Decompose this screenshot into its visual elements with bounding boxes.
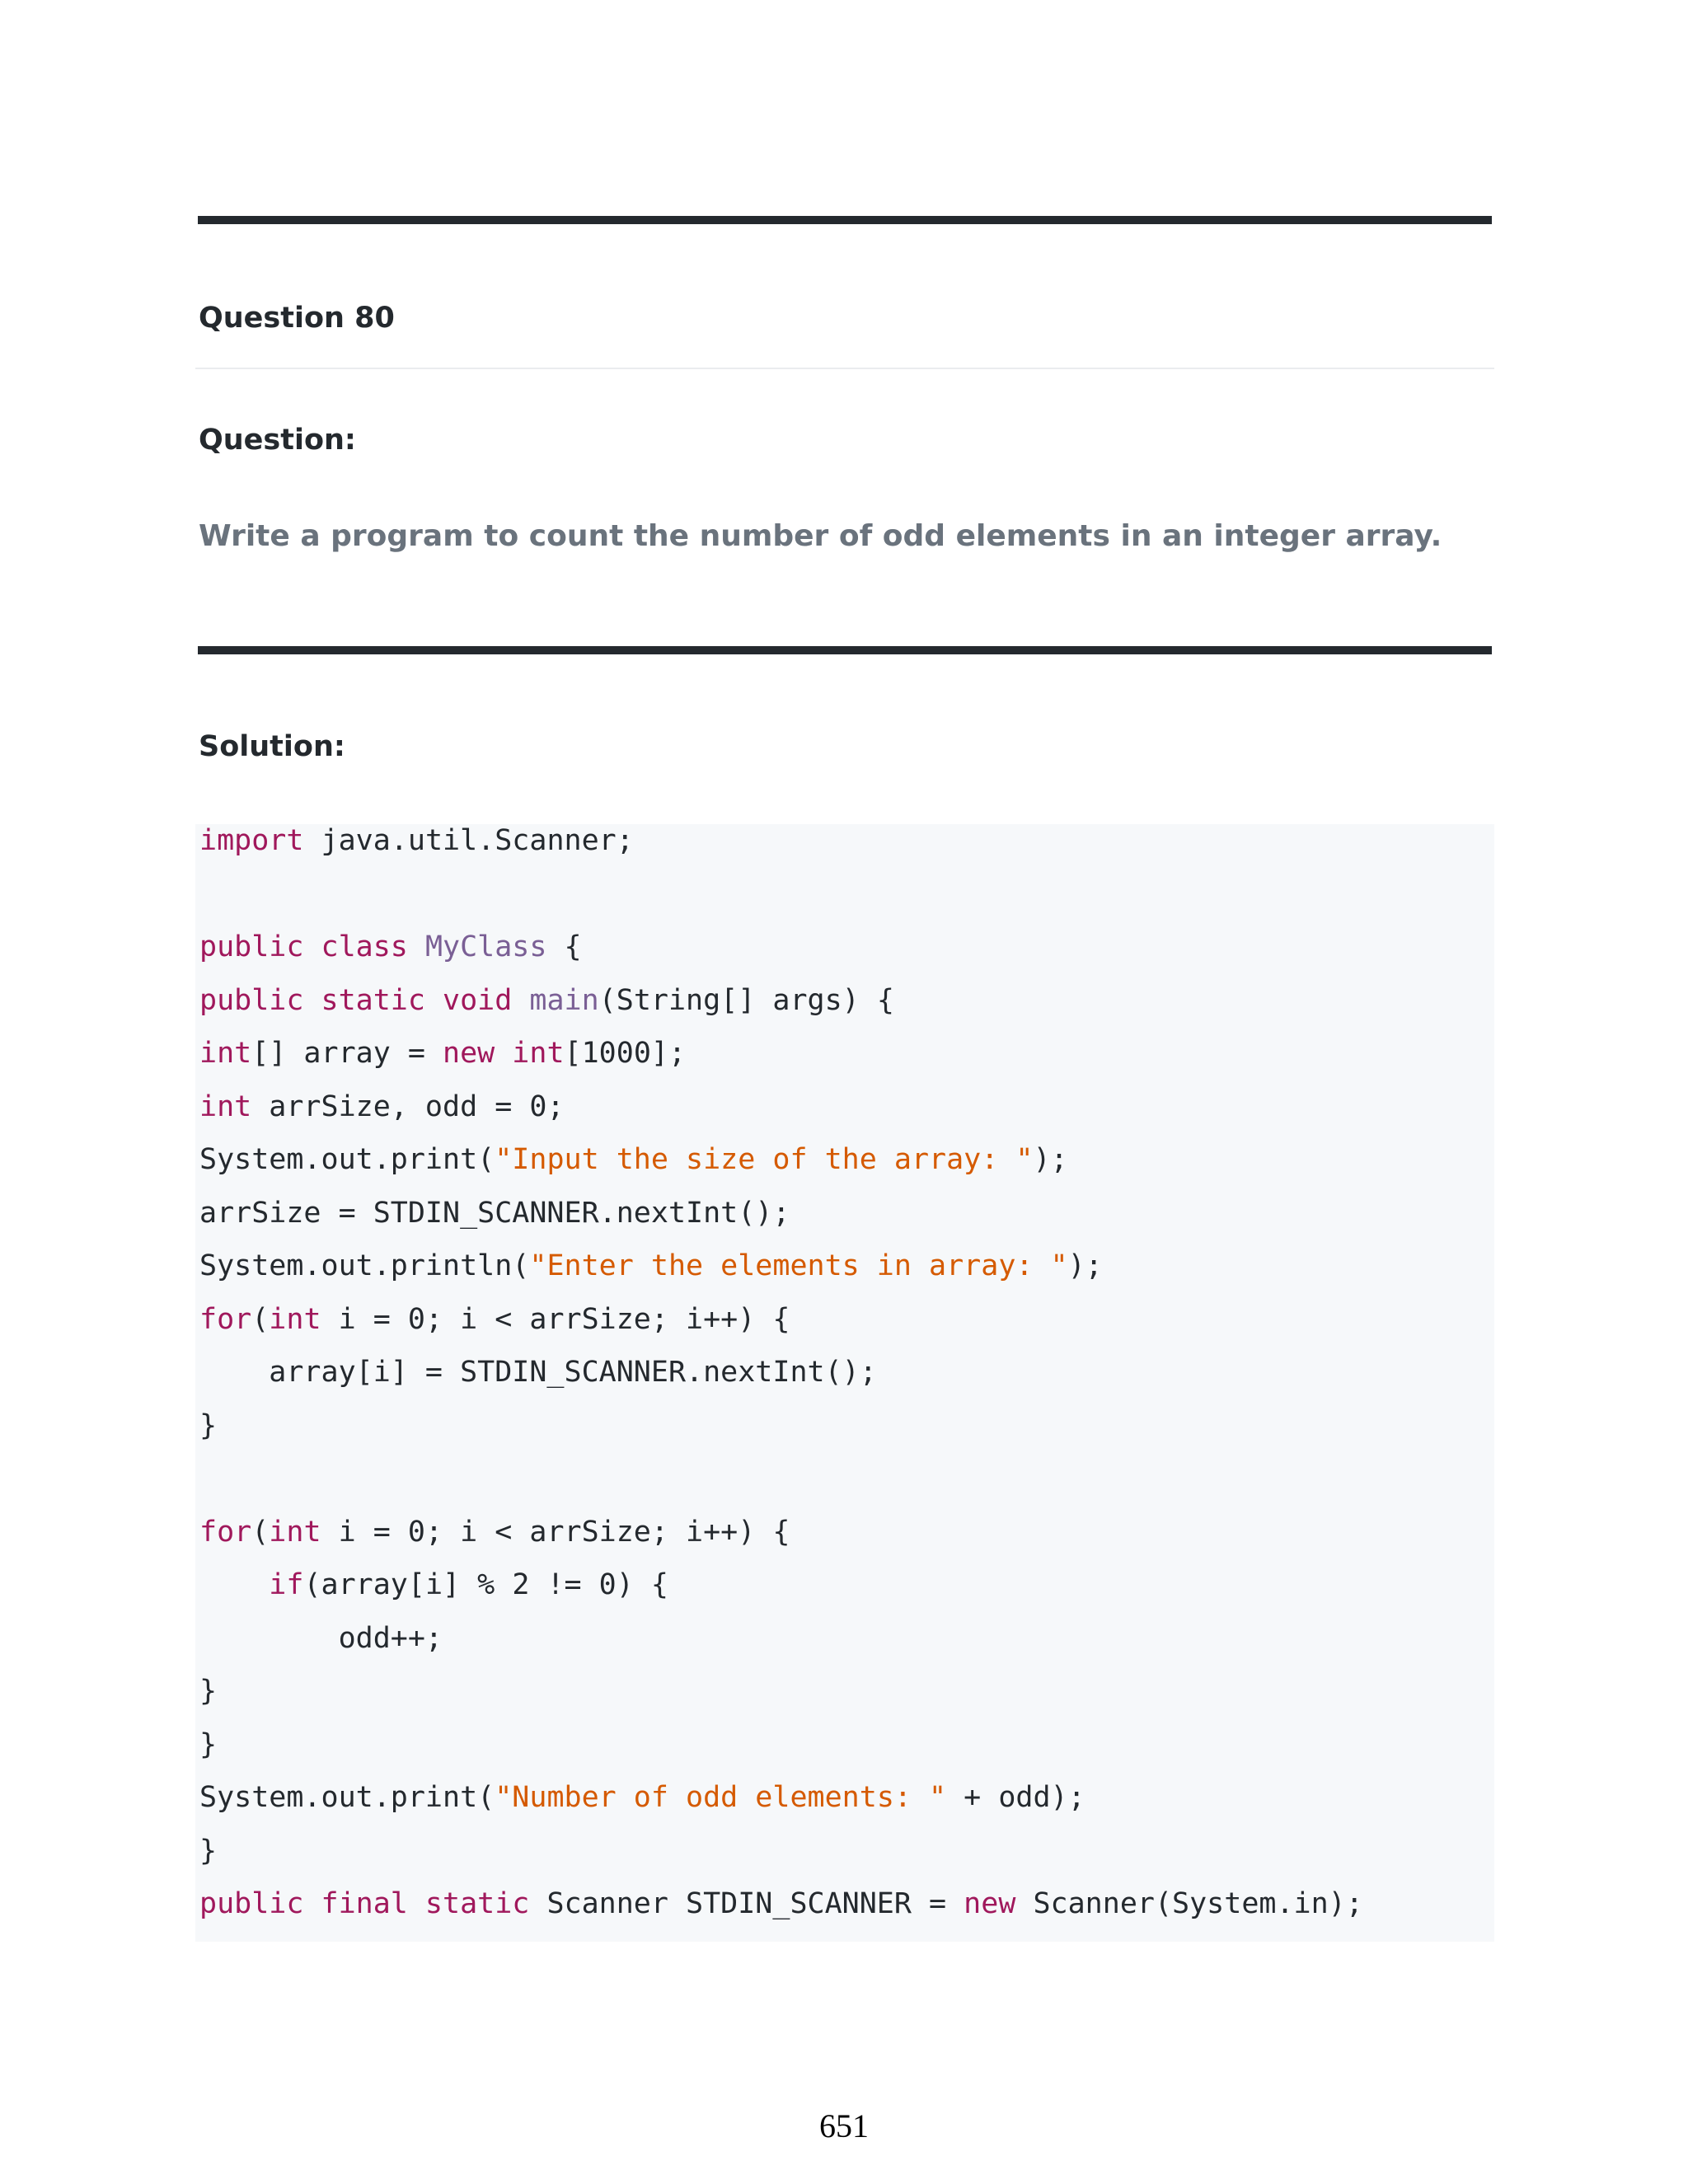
code-token-kw: new int [443,1037,565,1070]
top-divider [198,216,1492,224]
code-token-plain: ); [1067,1249,1103,1282]
code-token-title: MyClass [424,930,547,963]
code-token-plain: { [546,930,582,963]
code-token-kw: for [199,1302,252,1336]
code-token-plain: ( [251,1515,270,1549]
code-line [199,1825,217,1877]
code-token-plain: i = 0; i < arrSize; i++) { [321,1302,790,1336]
code-token-plain: arrSize = STDIN_SCANNER.nextInt(); [199,1196,790,1230]
code-token-plain: i = 0; i < arrSize; i++) { [321,1515,790,1549]
solution-label: Solution: [199,730,345,763]
code-token-plain [512,984,529,1017]
code-token-plain: System.out.println( [199,1249,530,1282]
section-divider [198,646,1492,654]
code-line [199,1506,790,1558]
code-line [199,1080,565,1133]
code-line [199,1293,790,1346]
code-token-kw: new [964,1887,1016,1920]
code-line [199,1240,1103,1292]
code-line [199,1771,1085,1824]
code-line [199,1133,1068,1186]
code-token-kw: public class [199,930,408,963]
code-token-plain: (String[] args) { [598,983,894,1017]
code-token-str: "Input the size of the array: " [495,1143,1034,1176]
code-token-plain: System.out.print( [199,1143,495,1176]
code-token-plain: java.util.Scanner; [303,824,634,857]
code-token-plain: odd++; [199,1621,443,1655]
code-token-str: "Enter the elements in array: " [529,1249,1068,1282]
code-token-kw: import [199,824,304,857]
code-line [199,1558,668,1611]
question-header: Question 80 [199,302,395,335]
code-token-plain: [1000]; [564,1037,687,1070]
code-token-kw: int [199,1037,252,1070]
code-line [199,1346,877,1399]
code-token-plain: } [199,1675,218,1708]
code-token-plain [199,1568,269,1601]
code-token-plain: } [199,1834,218,1868]
code-line [199,921,582,973]
page-number: 651 [819,2107,869,2144]
code-token-plain: System.out.print( [199,1781,495,1814]
code-token-plain: } [199,1727,218,1761]
code-token-plain [408,930,425,963]
code-token-str: "Number of odd elements: " [495,1781,947,1814]
code-line [199,1612,443,1665]
header-underline [195,368,1494,369]
code-token-plain: arrSize, odd = 0; [251,1090,565,1123]
code-token-kw: if [269,1568,304,1601]
code-line [199,1187,790,1240]
code-token-plain: + odd); [946,1781,1085,1814]
code-token-plain: Scanner STDIN_SCANNER = [529,1887,964,1920]
code-line [199,1665,217,1718]
code-line [199,1877,1363,1930]
code-line [199,1399,217,1452]
code-token-kw: int [199,1090,252,1123]
code-token-plain: [] array = [251,1037,443,1070]
code-line [199,1027,686,1080]
code-token-kw: public static void [199,983,513,1017]
code-token-plain: } [199,1408,218,1442]
code-token-kw: public final static [199,1887,530,1920]
code-token-plain: (array[i] % 2 != 0) { [303,1568,668,1601]
question-label: Question: [199,424,356,457]
code-line [199,1718,217,1771]
code-line [199,974,894,1027]
code-token-kw: int [269,1302,321,1336]
code-token-plain: ); [1033,1143,1068,1176]
code-line [199,814,634,867]
code-token-plain: Scanner(System.in); [1015,1887,1363,1920]
code-token-kw: for [199,1515,252,1549]
question-text: Write a program to count the number of odd elements in an integer array. [199,519,1442,553]
code-token-title: main [529,983,599,1017]
code-token-plain: array[i] = STDIN_SCANNER.nextInt(); [199,1356,877,1389]
code-token-kw: int [269,1515,321,1549]
code-token-plain: ( [251,1302,270,1336]
